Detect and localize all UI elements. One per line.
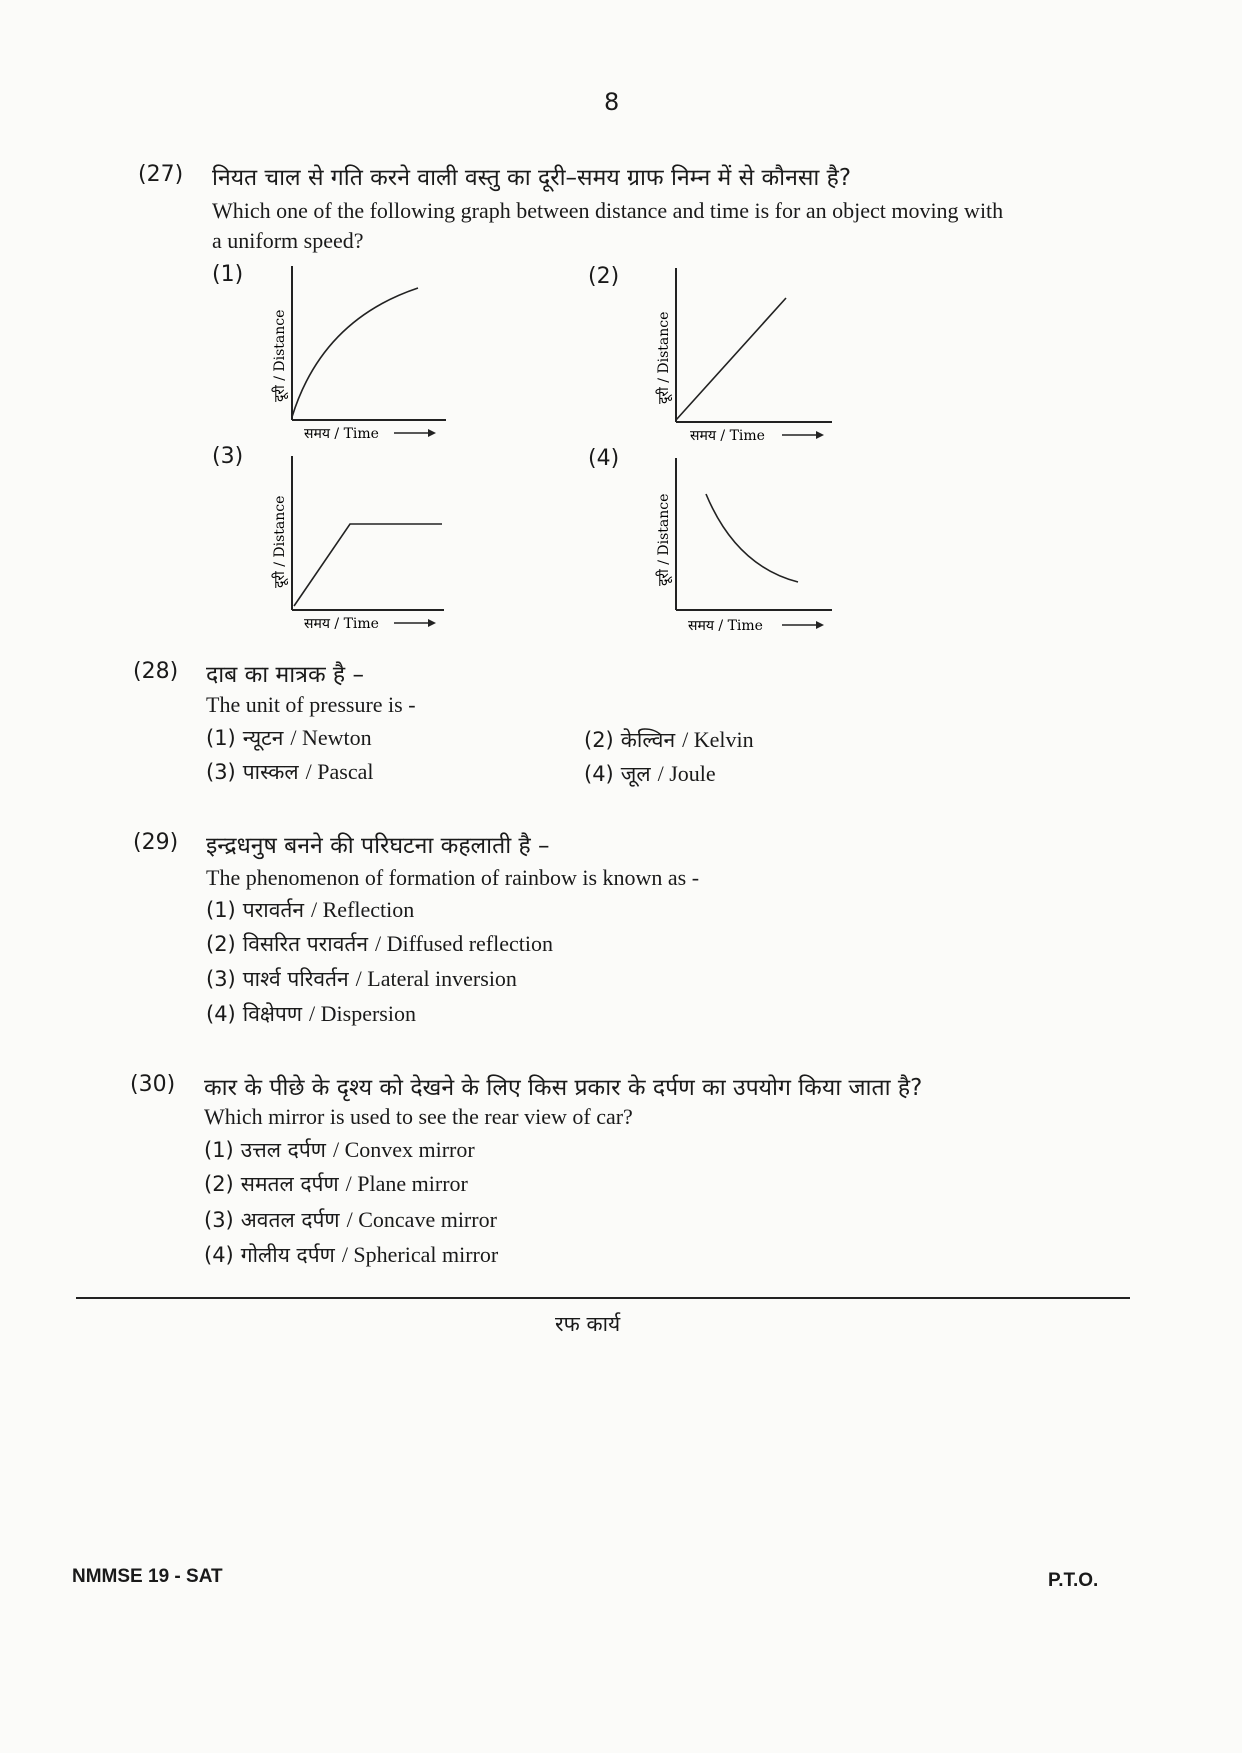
option-english: / Joule (657, 761, 716, 786)
option-number: (1) (206, 898, 236, 922)
option-hindi: अवतल दर्पण (240, 1208, 340, 1232)
option-hindi: केल्विन (620, 728, 676, 752)
option-english: / Newton (290, 725, 372, 750)
option-1[interactable] (206, 724, 372, 752)
x-axis-label: समय / Time (690, 428, 765, 444)
question-text-english: Which mirror is used to see the rear view of car? (204, 1104, 633, 1129)
question-text-english: The phenomenon of formation of rainbow is known as - (206, 865, 700, 890)
divider (76, 1297, 1130, 1299)
question-text-hindi: कार के पीछे के दृश्य को देखने के लिए किस प्रकार के दर्पण का उपयोग किया जाता है? (204, 1075, 923, 1101)
option-hindi: जूल (620, 762, 651, 786)
option-number: (4) (204, 1243, 234, 1267)
option-1[interactable] (206, 896, 414, 924)
question-number: (28) (133, 659, 179, 684)
option-3[interactable] (204, 1206, 497, 1234)
question-text-english: The unit of pressure is - (206, 692, 416, 717)
question-number: (27) (138, 162, 184, 187)
option-hindi: पार्श्व परिवर्तन (242, 967, 349, 991)
x-axis-label: समय / Time (304, 616, 379, 632)
graph-option-label: (3) (212, 444, 244, 469)
option-number: (2) (584, 728, 614, 752)
option-number: (3) (206, 967, 236, 991)
x-axis-label: समय / Time (304, 426, 379, 442)
option-number: (2) (206, 932, 236, 956)
graph-option-2[interactable] (636, 264, 836, 450)
page-number: 8 (604, 88, 620, 116)
y-axis-label: दूरी / Distance (272, 495, 288, 588)
option-english: / Spherical mirror (341, 1242, 499, 1267)
option-2[interactable] (204, 1170, 468, 1198)
option-2[interactable] (206, 930, 553, 958)
option-number: (4) (584, 762, 614, 786)
option-4[interactable] (206, 1000, 416, 1028)
option-english: / Kelvin (682, 727, 754, 752)
option-english: / Diffused reflection (375, 931, 553, 956)
y-axis-label: दूरी / Distance (272, 309, 288, 402)
option-english: / Reflection (311, 897, 415, 922)
question-text-hindi: इन्द्रधनुष बनने की परिघटना कहलाती है – (206, 833, 550, 859)
option-number: (2) (204, 1172, 234, 1196)
option-2[interactable] (584, 726, 754, 754)
graph-option-3[interactable] (252, 452, 452, 638)
question-text-english: Which one of the following graph between distance and time is for an object moving with (212, 198, 1004, 223)
y-axis-label: दूरी / Distance (656, 311, 672, 404)
x-axis-label: समय / Time (688, 618, 763, 634)
option-4[interactable] (204, 1241, 498, 1269)
graph-option-label: (1) (212, 262, 244, 287)
option-hindi: गोलीय दर्पण (240, 1243, 335, 1267)
option-number: (1) (206, 726, 236, 750)
option-3[interactable] (206, 758, 373, 786)
question-number: (30) (130, 1072, 176, 1097)
option-hindi: विक्षेपण (242, 1002, 303, 1026)
option-number: (3) (204, 1208, 234, 1232)
graph-option-1[interactable] (252, 262, 452, 448)
graph-option-4[interactable] (636, 454, 836, 640)
graph-option-label: (2) (588, 264, 620, 289)
option-number: (1) (204, 1138, 234, 1162)
option-hindi: पास्कल (242, 760, 299, 784)
option-english: / Convex mirror (332, 1137, 475, 1162)
option-hindi: परावर्तन (242, 898, 305, 922)
option-english: / Dispersion (309, 1001, 416, 1026)
question-text-hindi: नियत चाल से गति करने वाली वस्तु का दूरी–समय ग्राफ निम्न में से कौनसा है? (212, 165, 852, 191)
option-english: / Pascal (305, 759, 374, 784)
question-text-english-cont: a uniform speed? (212, 228, 364, 253)
question-text-hindi: दाब का मात्रक है – (206, 662, 364, 688)
option-hindi: समतल दर्पण (240, 1172, 339, 1196)
footer-exam-code: NMMSE 19 - SAT (72, 1566, 223, 1587)
option-number: (4) (206, 1002, 236, 1026)
option-number: (3) (206, 760, 236, 784)
option-hindi: विसरित परावर्तन (242, 932, 368, 956)
option-hindi: न्यूटन (242, 726, 284, 750)
rough-work-label: रफ कार्य (555, 1312, 621, 1336)
option-hindi: उत्तल दर्पण (240, 1138, 326, 1162)
question-number: (29) (133, 830, 179, 855)
option-english: / Lateral inversion (355, 966, 517, 991)
footer-pto: P.T.O. (1048, 1570, 1099, 1591)
graph-option-label: (4) (588, 446, 620, 471)
option-english: / Concave mirror (346, 1207, 497, 1232)
option-4[interactable] (584, 760, 716, 788)
option-3[interactable] (206, 965, 517, 993)
option-english: / Plane mirror (345, 1171, 468, 1196)
option-1[interactable] (204, 1136, 475, 1164)
y-axis-label: दूरी / Distance (656, 493, 672, 586)
